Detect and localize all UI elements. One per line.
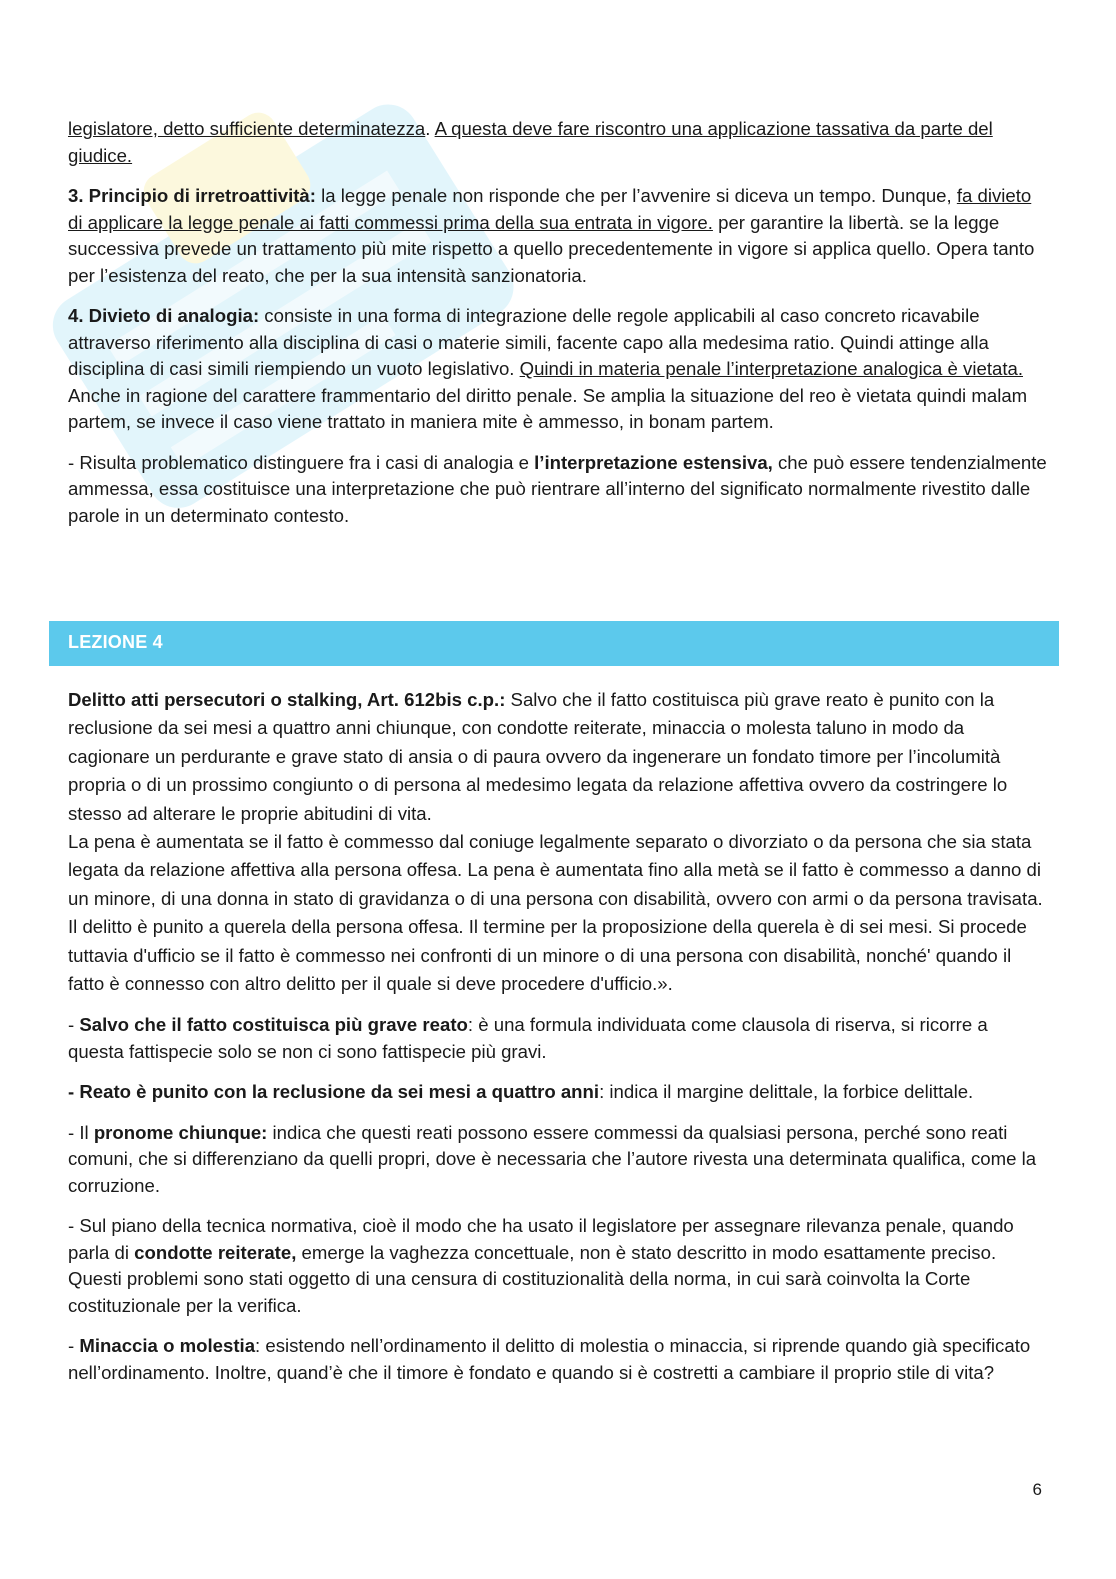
text: - Il <box>68 1121 94 1143</box>
text: emerge la vaghezza concettuale, non è stato descritto in modo esattamente preciso. Questi problemi sono stati oggetto di una censura di costituzionalità della norma, in cui sarà coinvolta la Corte costituzionale per la verifica. <box>68 1241 997 1316</box>
text: consiste in una forma di integrazione delle regole applicabili al caso concreto ricavabile attraverso riferimento alla disciplina di casi o materie simili, facente capo alla medesima ratio. Quindi attinge alla disciplina di casi simili riempiendo un vuoto legislativo. <box>68 305 989 379</box>
paragraph-irretroattivita <box>68 183 1048 289</box>
underlined-text: A questa deve fare riscontro una applicazione tassativa da parte del giudice. <box>68 118 993 166</box>
paragraph-interpretazione-estensiva <box>68 450 1048 530</box>
bold-text: - Reato è punito con la reclusione da sei mesi a quattro anni <box>68 1081 600 1103</box>
paragraph-chiunque <box>68 1120 1048 1200</box>
text: - <box>68 1014 80 1036</box>
bold-text: Salvo che il fatto costituisca più grave reato <box>79 1014 468 1036</box>
paragraph-clausola-riserva <box>68 1012 1048 1065</box>
bold-text: pronome chiunque: <box>93 1121 268 1143</box>
underlined-text: Quindi in materia penale l’interpretazione analogica è vietata. <box>519 358 1023 379</box>
paragraph-heading: 3. Principio di irretroattività: <box>68 185 316 206</box>
text: Il delitto è punito a querela della persona offesa. Il termine per la proposizione della querela è di sei mesi. Si procede tuttavia d'ufficio se il fatto è commesso nei confronti di un minore o di una persona con disabilità, nonché' quando il fatto è connesso con altro delitto per il quale si deve procedere d'ufficio.». <box>68 916 1027 995</box>
section-principles <box>68 116 1048 529</box>
text: indica che questi reati possono essere commessi da qualsiasi persona, perché sono reati comuni, che si differenziano da quelli propri, dove è necessaria che l’autore rivesta una determinata qualifica, come la corruzione. <box>68 1121 1037 1196</box>
text: : esistendo nell’ordinamento il delitto di molestia o minaccia, si riprende quando già specificato nell’ordinamento. Inoltre, quand’è che il timore è fondato e quando si è costretti a cambiare il proprio stile di vita? <box>68 1335 1031 1383</box>
text: - <box>68 1335 80 1357</box>
paragraph-minaccia-molestia <box>68 1333 1048 1386</box>
text: . <box>425 118 435 139</box>
text: la legge penale non risponde che per l’avvenire si diceva un tempo. Dunque, <box>315 185 957 206</box>
lesson-banner <box>49 621 1059 666</box>
text: Salvo che il fatto costituisca più grave reato è punito con la reclusione da sei mesi a quattro anni chiunque, con condotte reiterate, minaccia o molesta taluno in modo da cagionare un perdurante e grave stato di ansia o di paura ovvero da ingenerare un fondato timore per l’incolumità propria o di un prossimo congiunto o di persona al medesimo legata da relazione affettiva ovvero da costringere lo stesso ad alterare le proprie abitudini di vita. <box>68 689 1008 824</box>
paragraph-art-612bis <box>68 686 1048 998</box>
bold-text: Minaccia o molestia <box>79 1335 256 1357</box>
paragraph-condotte-reiterate <box>68 1213 1048 1319</box>
page-number: 6 <box>1032 1480 1042 1499</box>
bold-text: condotte reiterate, <box>134 1241 297 1263</box>
underlined-text: legislatore, detto sufficiente determinatezza <box>68 118 426 139</box>
text: - Risulta problematico distinguere fra i casi di analogia e <box>68 451 535 473</box>
text: : è una formula individuata come clausola di riserva, si ricorre a questa fattispecie solo se non ci sono fattispecie più gravi. <box>68 1014 988 1062</box>
lesson-title: LEZIONE 4 <box>68 632 163 652</box>
section-stalking <box>68 686 1048 1386</box>
paragraph-analogia <box>68 303 1048 436</box>
text: per garantire la libertà. se la legge successiva prevede un trattamento più mite rispetto a quello precedentemente in vigore si applica quello. Opera tanto per l’esistenza del reato, che per la sua intensità sanzionatoria. <box>68 211 1035 286</box>
text: - Sul piano della tecnica normativa, cioè il modo che ha usato il legislatore per assegnare rilevanza penale, quando parla di <box>68 1215 1014 1263</box>
underlined-text: fa divieto di applicare la legge penale ai fatti commessi prima della sua entrata in vigore. <box>68 185 1032 233</box>
paragraph-heading: 4. Divieto di analogia: <box>68 305 260 326</box>
text: : indica il margine delittale, la forbice delittale. <box>599 1081 974 1103</box>
text: Anche in ragione del carattere frammentario del diritto penale. Se amplia la situazione del reo è vietata quindi malam partem, se invece il caso viene trattato in maniera mite è ammesso, in bonam partem. <box>68 384 1028 432</box>
paragraph-forbice-delittale <box>68 1079 1048 1106</box>
paragraph-heading: Delitto atti persecutori o stalking, Art. 612bis c.p.: <box>68 689 506 710</box>
text: che può essere tendenzialmente ammessa, essa costituisce una interpretazione che può rientrare all’interno del significato normalmente rivestito dalle parole in un determinato contesto. <box>68 451 1047 526</box>
text: La pena è aumentata se il fatto è commesso dal coniuge legalmente separato o divorziato o da persona che sia stata legata da relazione affettiva alla persona offesa. La pena è aumentata fino alla metà se il fatto è commesso a danno di un minore, di una donna in stato di gravidanza o di una persona con disabilità, ovvero con armi o da persona travisata. <box>68 831 1043 909</box>
bold-text: l’interpretazione estensiva, <box>534 451 773 473</box>
paragraph-determinatezza <box>68 116 1048 169</box>
